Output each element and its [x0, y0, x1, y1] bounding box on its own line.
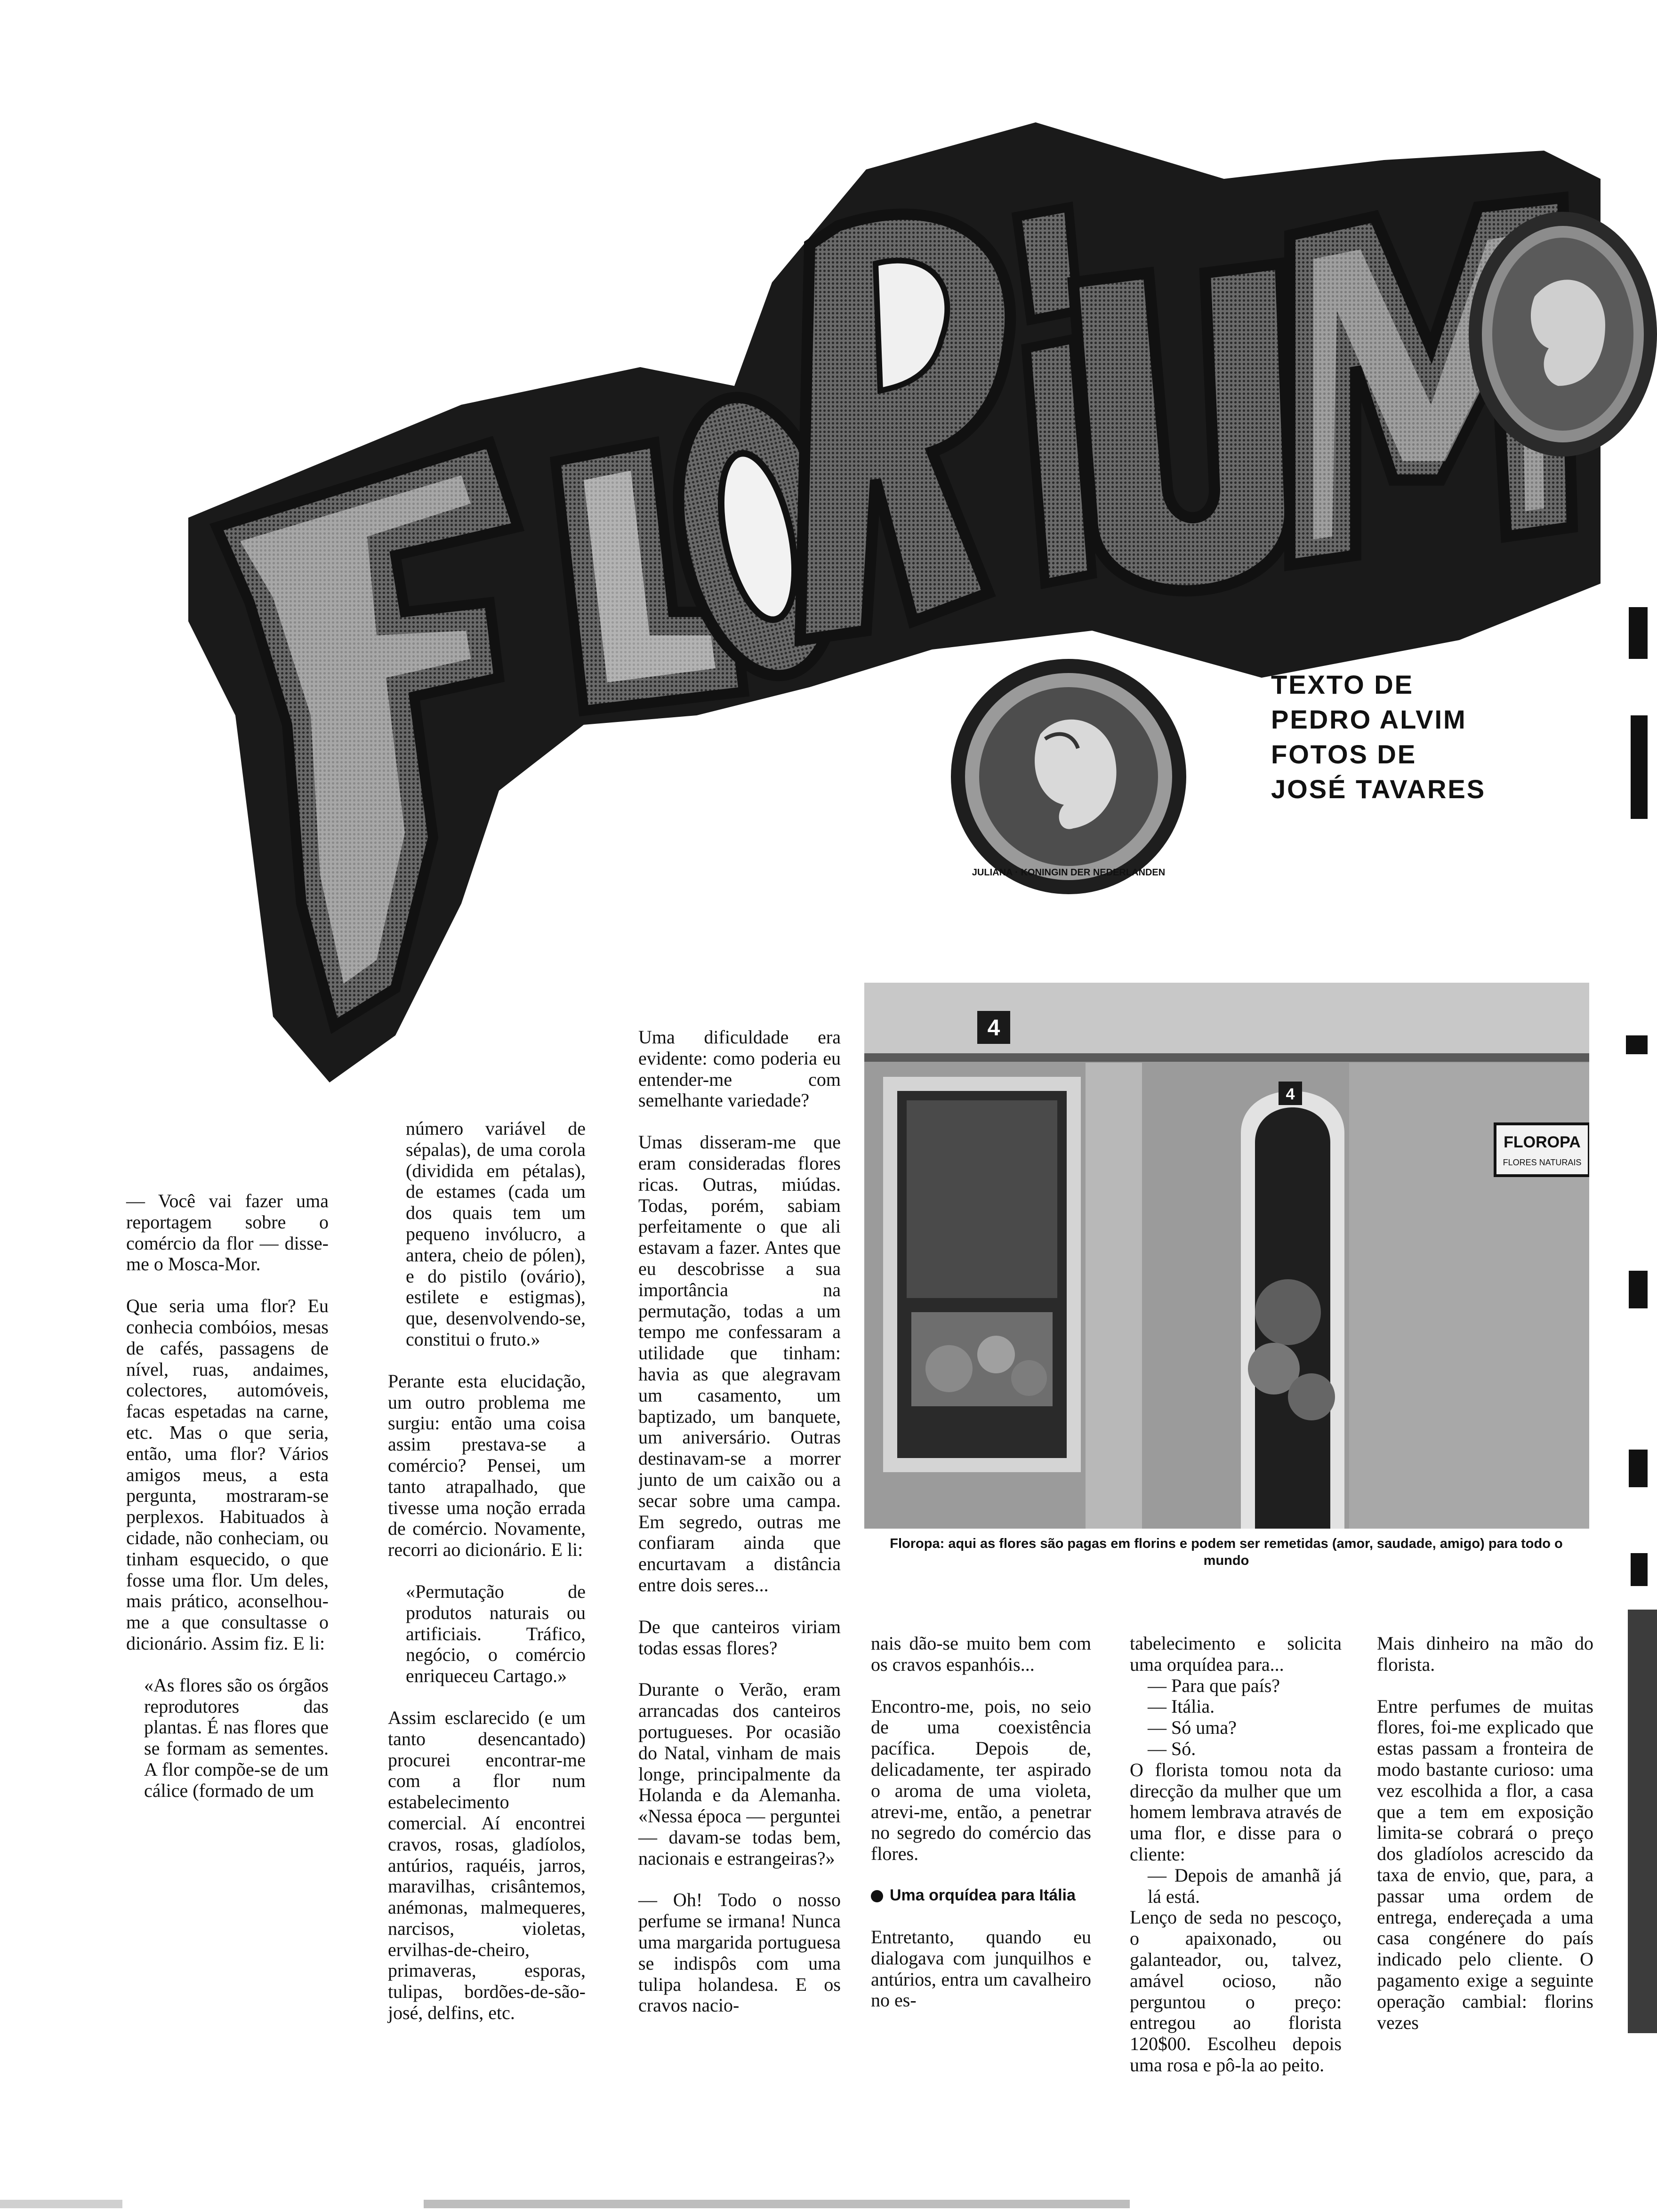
dialogue-line: — Só.: [1148, 1738, 1196, 1759]
coin-center: [946, 654, 1191, 899]
photo-caption: Floropa: aqui as flores são pagas em florins e podem ser remetidas (amor, saudade, amigo) para todo o mundo: [890, 1536, 1563, 1568]
paragraph: Mais dinheiro na mão do florista.: [1377, 1633, 1593, 1675]
paragraph: O florista tomou nota da direcção da mulher que um homem lembrava através de uma flor, e disse para o cliente:: [1130, 1759, 1342, 1865]
paragraph: Que seria uma flor? Eu conhecia combóios, mesas de cafés, passagens de nível, ruas, andaimes, colectores, automóveis, facas espetadas na carne, etc. Mas o que seria, então, uma flor? Vários amigos meus, a esta pergunta, mostraram-se perplexos. Habituados à cidade, não conheciam, ou tinham esquecido, o que fosse uma flor. Um deles, mais prático, aconselhou-me a que consultasse o dicionário. Assim fiz. E li:: [126, 1295, 329, 1654]
section-subheading: [871, 1885, 1091, 1905]
credit-photo-label: FOTOS DE: [1271, 739, 1417, 769]
paragraph: Lenço de seda no pescoço, o apaixonado, ou galanteador, ou, talvez, amável ocioso, não perguntou o preço: entregou ao florista 120$00. Escolheu depois uma rosa e pô-la ao peito.: [1130, 1907, 1342, 2076]
dialogue-line: — Depois de amanhã já lá está.: [1148, 1864, 1342, 1907]
letter-i: [1017, 207, 1078, 320]
paragraph: Encontro-me, pois, no seio de uma coexistência pacífica. Depois de, delicadamente, ter aspirado o aroma de uma violeta, atrevi-me, então, a penetrar no segredo do comércio das flores.: [871, 1695, 1091, 1865]
shop-sign-subtitle: FLORES NATURAIS: [1503, 1158, 1582, 1167]
paragraph: De que canteiros viriam todas essas flores?: [638, 1616, 841, 1659]
dictionary-quote: «Permutação de produtos naturais ou artificiais. Tráfico, negócio, o comércio enriqueceu Cartago.»: [406, 1580, 586, 1687]
paragraph: Perante esta elucidação, um outro problema me surgiu: então uma coisa assim prestava-se a comércio? Pensei, um tanto atrapalhado, que tivesse uma noção errada de comércio. Novamente, recorri ao dicionário. E li:: [388, 1370, 586, 1561]
bullet-icon: [871, 1890, 883, 1902]
facing-page-edge: [1612, 0, 1657, 2212]
dialogue-line: — Só uma?: [1148, 1717, 1237, 1739]
paragraph: — Você vai fazer uma reportagem sobre o comércio da flor — disse-me o Mosca-Mor.: [126, 1190, 329, 1275]
paragraph: — Oh! Todo o nosso perfume se irmana! Nunca uma margarida portuguesa se indispôs com uma tulipa holandesa. E os cravos nacio-: [638, 1889, 841, 2016]
bottom-edge: [0, 2197, 1657, 2212]
article-column-1: [126, 1191, 329, 1822]
paragraph: nais dão-se muito bem com os cravos espanhóis...: [871, 1633, 1091, 1675]
paragraph: Assim esclarecido (e um tanto desencantado) procurei encontrar-me com a flor num estabelecimento comercial. Aí encontrei cravos, rosas, gladíolos, antúrios, raquéis, jarros, maravilhas, crisântemos, anémonas, malmequeres, narcisos, violetas, ervilhas-de-cheiro, primaveras, esporas, tulipas, bordões-de-são-josé, delfins, etc.: [388, 1707, 586, 2024]
shop-sign-name: FLOROPA: [1504, 1133, 1581, 1151]
credit-author: PEDRO ALVIM: [1271, 705, 1467, 734]
dictionary-quote: «As flores são os órgãos reprodutores das plantas. É nas flores que se formam as sementes. A flor compõe-se de um cálice (formado de um: [144, 1674, 329, 1801]
house-number-right: 4: [1286, 1085, 1295, 1103]
article-column-3: [638, 1027, 841, 2037]
dictionary-quote: número variável de sépalas), de uma corola (dividida em pétalas), de estames (cada um dos quais tem um pequeno invólucro, a antera, cheio de pólen), e do pistilo (ovário), estilete e estigmas), que, desenvolvendo-se, constitui o fruto.»: [406, 1118, 586, 1350]
author-credits: [1271, 667, 1516, 807]
paragraph: Entretanto, quando eu dialogava com junquilhos e antúrios, entra um cavalheiro no es-: [871, 1926, 1091, 2011]
florim-title-art: [132, 104, 1657, 1101]
dialogue-line: — Itália.: [1148, 1696, 1215, 1717]
dialogue-line: — Para que país?: [1148, 1675, 1280, 1696]
coin-legend: JULIANA · KONINGIN DER NEDERLANDEN: [972, 867, 1166, 878]
credit-text-label: TEXTO DE: [1271, 670, 1414, 699]
paragraph: Entre perfumes de muitas flores, foi-me explicado que estas passam a fronteira de modo bastante curioso: uma vez escolhida a flor, a casa que a tem em exposição limita-se cobrará o preço dos gladíolos acrescido da taxa de envio, que, para, a passar uma ordem de entrega, endereçada a uma casa congénere do país indicado pelo cliente. O pagamento exige a seguinte operação cambial: florins vezes: [1377, 1695, 1593, 2033]
article-column-5: [1130, 1633, 1342, 2097]
paragraph: Umas disseram-me que eram consideradas flores ricas. Outras, miúdas. Todas, porém, sabiam perfeitamente o que ali estavam a fazer. Antes que eu descobrisse a sua importância na permutação, todas a um tempo me confessaram a utilidade que tinham: havia as que alegravam um casamento, um baptizado, um banquete, um aniversário. Outras destinavam-se a morrer junto de um caixão ou a secar sobre uma campa. Em segredo, outras me confiaram ainda que encurtavam a distância entre dois seres...: [638, 1131, 841, 1595]
house-number-left: 4: [987, 1016, 1000, 1041]
subheading-text: Uma orquídea para Itália: [890, 1886, 1076, 1904]
article-column-6: [1377, 1633, 1593, 2054]
shop-photo: [864, 983, 1589, 1529]
paragraph: tabelecimento e solicita uma orquídea para...: [1130, 1633, 1342, 1675]
paragraph: Uma dificuldade era evidente: como poderia eu entender-me com semelhante variedade?: [638, 1026, 841, 1111]
credit-photographer: JOSÉ TAVARES: [1271, 774, 1486, 804]
article-column-2: [388, 1118, 586, 2044]
article-column-4: [871, 1633, 1091, 2032]
paragraph: Durante o Verão, eram arrancadas dos canteiros portugueses. Por ocasião do Natal, vinham de mais longe, principalmente da Holanda e da Alemanha. «Nessa época — perguntei — davam-se todas bem, nacionais e estrangeiras?»: [638, 1679, 841, 1869]
